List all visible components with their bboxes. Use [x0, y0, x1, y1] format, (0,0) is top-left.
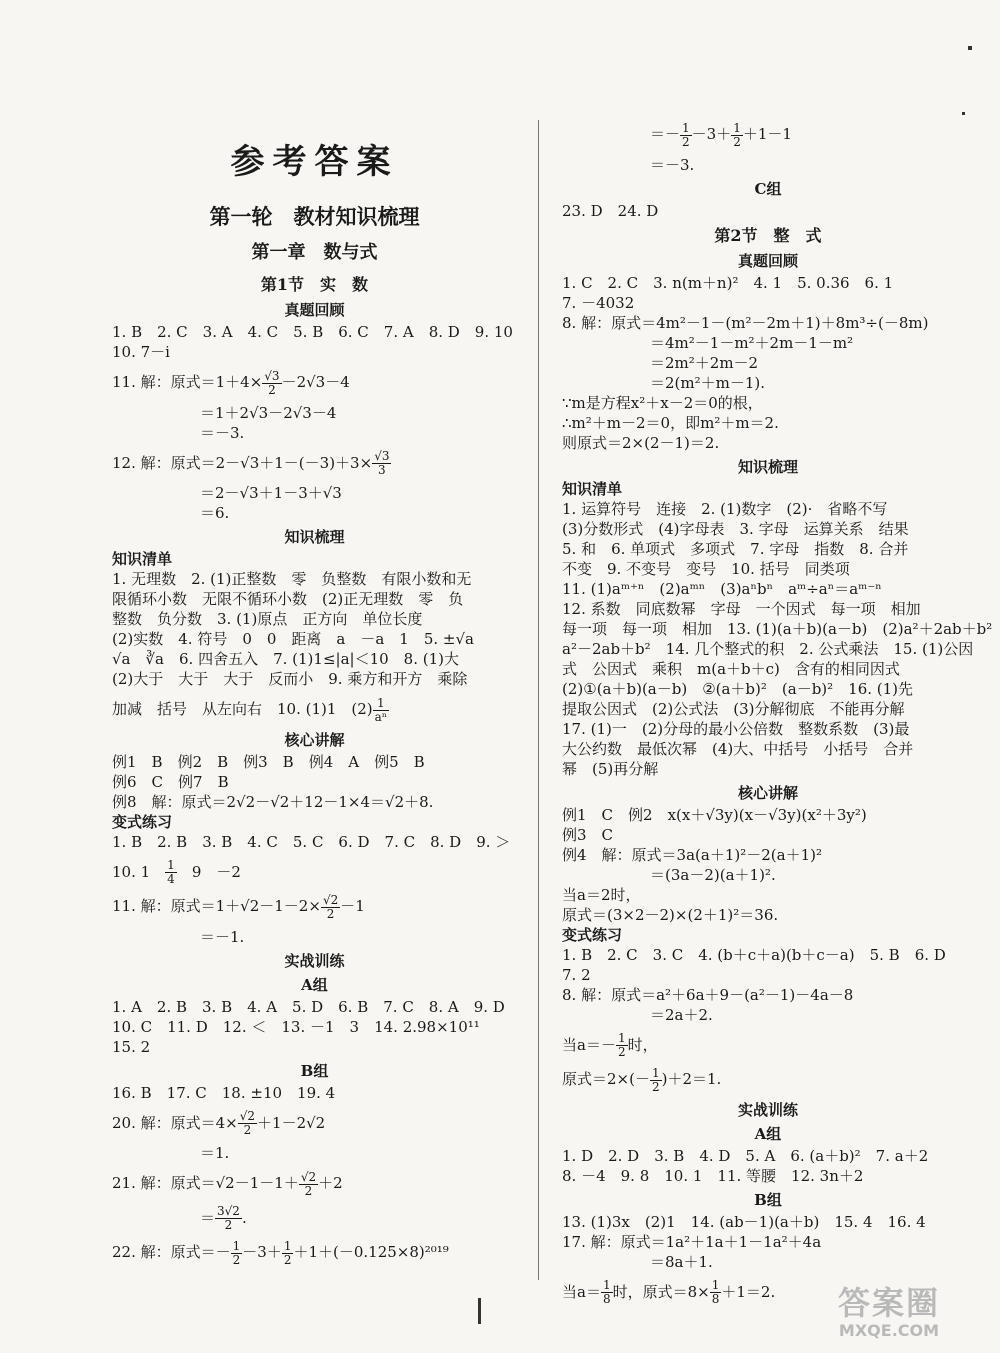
- subheading-knowledge: 知识梳理: [737, 457, 798, 476]
- answer-line: (2)实数 4. 符号 0 0 距离 a －a 1 5. ±√a: [112, 630, 474, 648]
- answer-line: ＝ $\frac{3√2}{2}$ .: [200, 1204, 247, 1232]
- answer-line: 幂 (5)再分解: [562, 759, 659, 778]
- subheading-knowledge: 知识梳理: [284, 528, 345, 546]
- answer-line: 式 公因式 乘积 m(a＋b＋c) 含有的相同因式: [562, 659, 900, 678]
- fraction: $\frac{√3}{2}$: [264, 368, 280, 397]
- answer-line: ＝2－√3＋1－3＋√3: [200, 484, 342, 502]
- group-b-title: B组: [300, 1061, 329, 1080]
- answer-line: 例3 C: [562, 825, 614, 844]
- answer-line: ∵m是方程x²＋x－2＝0的根，: [562, 393, 763, 412]
- watermark-text: 答案圈: [837, 1284, 940, 1322]
- page-mark-top: [968, 46, 972, 50]
- subheading-review: 真题回顾: [737, 251, 798, 270]
- label-variation: 变式练习: [562, 925, 623, 944]
- answer-line: 10. 1 $\frac{1}{4}$ 9 －2: [112, 858, 241, 886]
- column-divider: [538, 120, 539, 1280]
- answer-line: 13. (1)3x (2)1 14. (ab－1)(a＋b) 15. 4 16. 4: [562, 1212, 926, 1231]
- left-column: [112, 120, 517, 1273]
- fraction: $\frac{1}{8}$: [711, 1278, 720, 1306]
- subheading-core: 核心讲解: [284, 730, 345, 749]
- answer-line: 12. 解：原式＝2－√3＋1－(－3)＋3× $\frac{√3}{3}$: [112, 449, 390, 477]
- answer-line: 则原式＝2×(2－1)＝2.: [562, 433, 720, 452]
- answer-line: 11. 解：原式＝1＋√2－1－2× $\frac{√2}{2}$ －1: [112, 892, 365, 921]
- group-a-title: A组: [754, 1124, 782, 1143]
- label-knowledge-list: 知识清单: [112, 550, 173, 568]
- answer-line: ＝2(m²＋m－1).: [650, 373, 766, 392]
- fraction: $\frac{√2}{2}$: [239, 1109, 256, 1137]
- answer-line: 当a＝2时，: [562, 885, 641, 904]
- watermark-url: MXQE.COM: [838, 1321, 940, 1340]
- chapter-title: 第一章 数与式: [251, 242, 378, 263]
- page-mark-right: [962, 112, 965, 115]
- answer-line: 7. －4032: [562, 293, 635, 312]
- answer-line: ∴m²＋m－2＝0，即m²＋m＝2.: [562, 413, 779, 432]
- answer-line: √a ∛a 6. 四舍五入 7. (1)1≤|a|＜10 8. (1)大: [112, 650, 459, 668]
- answer-line: 原式＝2×(－ $\frac{1}{2}$ )＋2＝1.: [562, 1065, 722, 1094]
- label-variation: 变式练习: [112, 812, 173, 831]
- answer-line: ＝2m²＋2m－2: [650, 353, 759, 372]
- answer-line: a²－2ab＋b² 14. 几个整式的积 2. 公式乘法 15. (1)公因: [562, 639, 974, 658]
- answer-line: ＝－3.: [200, 423, 245, 442]
- page-title: 参考答案: [230, 142, 399, 182]
- answer-line: 10. 7－i: [112, 343, 170, 361]
- label-knowledge-list: 知识清单: [562, 479, 623, 498]
- right-column: [562, 120, 993, 1312]
- answer-line: 大公约数 最低次幂 (4)大、中括号 小括号 合并: [562, 739, 914, 758]
- answer-line: 8. －4 9. 8 10. 1 11. 等腰 12. 3n＋2: [562, 1166, 864, 1185]
- fraction: $\frac{√3}{3}$: [374, 449, 390, 477]
- subheading-practice: 实战训练: [284, 951, 345, 970]
- answer-line: 16. B 17. C 18. ±10 19. 4: [112, 1083, 336, 1102]
- answer-line: 7. 2: [562, 965, 591, 984]
- answer-line: (2)大于 大于 大于 反而小 9. 乘方和开方 乘除: [112, 670, 468, 688]
- answer-line: 20. 解：原式＝4× $\frac{√2}{2}$ ＋1－2√2: [112, 1109, 326, 1137]
- answer-line: ＝－3.: [650, 155, 695, 174]
- answer-line: 不变 9. 不变号 变号 10. 括号 同类项: [562, 559, 850, 578]
- answer-line: ＝4m²－1－m²＋2m－1－m²: [650, 333, 854, 352]
- answer-line: 限循环小数 无限不循环小数 (2)正无理数 零 负: [112, 590, 464, 608]
- answer-line: 12. 系数 同底数幂 字母 一个因式 每一项 相加: [562, 599, 921, 618]
- answer-line: 15. 2: [112, 1037, 151, 1056]
- answer-line: 原式＝(3×2－2)×(2＋1)²＝36.: [562, 905, 779, 924]
- answer-line: ＝6.: [200, 504, 230, 522]
- answer-line: 1. D 2. D 3. B 4. D 5. A 6. (a＋b)² 7. a＋2: [562, 1146, 929, 1165]
- answer-line: 22. 解：原式＝－ $\frac{1}{2}$ －3＋ $\frac{1}{2}$ ＋1＋(－0.125×8)²⁰¹⁹: [112, 1238, 449, 1267]
- fraction: $\frac{1}{2}$: [651, 1065, 660, 1094]
- answer-line: 8. 解：原式＝a²＋6a＋9－(a²－1)－4a－8: [562, 985, 854, 1004]
- page-mark-bottom: [478, 1298, 481, 1324]
- answer-line: 17. 解：原式＝1a²＋1a＋1－1a²＋4a: [562, 1232, 822, 1251]
- answer-line: ＝8a＋1.: [650, 1252, 713, 1271]
- answer-line: ＝(3a－2)(a＋1)².: [650, 865, 776, 884]
- answer-line: 5. 和 6. 单项式 多项式 7. 字母 指数 8. 合并: [562, 539, 909, 558]
- answer-line: 例4 解：原式＝3a(a＋1)²－2(a＋1)²: [562, 845, 822, 864]
- fraction: $\frac{1}{2}$: [232, 1238, 241, 1267]
- group-b-title: B组: [754, 1190, 782, 1209]
- answer-line: ＝1＋2√3－2√3－4: [200, 403, 337, 422]
- fraction: $\frac{3√2}{2}$: [217, 1204, 240, 1232]
- answer-line: ＝－1.: [200, 927, 245, 946]
- answer-line: 当a＝ $\frac{1}{8}$ 时，原式＝8× $\frac{1}{8}$ ＋1＝2.: [562, 1278, 776, 1306]
- answer-line: ＝－ $\frac{1}{2}$ －3＋ $\frac{1}{2}$ ＋1－1: [650, 120, 792, 149]
- subheading-practice: 实战训练: [737, 1100, 798, 1119]
- answer-line: ＝2a＋2.: [650, 1005, 713, 1024]
- group-c-title: C组: [754, 179, 782, 198]
- answer-line: 例1 B 例2 B 例3 B 例4 A 例5 B: [112, 752, 425, 771]
- fraction: $\frac{1}{2}$: [682, 120, 690, 149]
- answer-line: 提取公因式 (2)公式法 (3)分解彻底 不能再分解: [562, 699, 905, 718]
- answer-line: 加减 括号 从左向右 10. (1)1 (2) $\frac{1}{\text{aⁿ}}$: [112, 695, 388, 724]
- answer-line: 21. 解：原式＝√2－1－1＋ $\frac{√2}{2}$ ＋2: [112, 1169, 343, 1198]
- watermark-logo: [794, 1285, 984, 1345]
- answer-line: 例8 解：原式＝2√2－√2＋12－1×4＝√2＋8.: [112, 792, 434, 811]
- answer-line: 8. 解：原式＝4m²－1－(m²－2m＋1)＋8m³÷(－8m): [562, 313, 929, 332]
- answer-line: 1. B 2. C 3. C 4. (b＋c＋a)(b＋c－a) 5. B 6. D: [562, 945, 946, 964]
- fraction: $\frac{√2}{2}$: [300, 1169, 317, 1198]
- answer-line: 每一项 每一项 相加 13. (1)(a＋b)(a－b) (2)a²＋2ab＋b²: [562, 619, 993, 638]
- answer-line: 1. B 2. B 3. B 4. C 5. C 6. D 7. C 8. D 9. ＞: [112, 832, 511, 851]
- answer-line: (3)分数形式 (4)字母表 3. 字母 运算关系 结果: [562, 519, 909, 538]
- group-a-title: A组: [301, 975, 328, 994]
- answer-line: 当a＝－ $\frac{1}{2}$ 时，: [562, 1031, 658, 1059]
- fraction: $\frac{1}{2}$: [283, 1238, 292, 1267]
- answer-line: 1. A 2. B 3. B 4. A 5. D 6. B 7. C 8. A 9. D: [112, 997, 505, 1016]
- answer-line: 1. B 2. C 3. A 4. C 5. B 6. C 7. A 8. D 9. 10: [112, 323, 513, 341]
- fraction: $\frac{1}{2}$: [617, 1031, 626, 1059]
- section-title: 第1节 实 数: [260, 275, 369, 294]
- subheading-core: 核心讲解: [737, 783, 798, 802]
- answer-line: 1. 无理数 2. (1)正整数 零 负整数 有限小数和无: [112, 570, 472, 588]
- part-title: 第一轮 教材知识梳理: [209, 204, 420, 229]
- answer-line: 1. 运算符号 连接 2. (1)数字 (2)· 省略不写: [562, 499, 888, 518]
- answer-line: 11. 解：原式＝1＋4× $\frac{√3}{2}$ －2√3－4: [112, 368, 350, 397]
- answer-line: 1. C 2. C 3. n(m＋n)² 4. 1 5. 0.36 6. 1: [562, 273, 894, 292]
- fraction: $\frac{√2}{2}$: [322, 892, 339, 921]
- answer-line: 23. D 24. D: [562, 201, 659, 220]
- answer-line: (2)①(a＋b)(a－b) ②(a＋b)² (a－b)² 16. (1)先: [562, 679, 914, 698]
- fraction: $\frac{1}{8}$: [602, 1278, 611, 1306]
- fraction: $\frac{1}{\text{aⁿ}}$: [374, 695, 388, 724]
- answer-line: ＝1.: [200, 1144, 230, 1162]
- answer-line: 例6 C 例7 B: [112, 772, 229, 791]
- fraction: $\frac{1}{4}$: [167, 858, 175, 886]
- answer-line: 整数 负分数 3. (1)原点 正方向 单位长度: [112, 610, 423, 628]
- fraction: $\frac{1}{2}$: [733, 120, 741, 149]
- answer-line: 10. C 11. D 12. ＜ 13. －1 3 14. 2.98×10¹¹: [112, 1017, 480, 1036]
- answer-line: 17. (1)一 (2)分母的最小公倍数 整数系数 (3)最: [562, 719, 910, 738]
- subheading-review: 真题回顾: [284, 301, 345, 319]
- answer-line: 例1 C 例2 x(x＋√3y)(x－√3y)(x²＋3y²): [562, 805, 867, 824]
- section-title: 第2节 整 式: [714, 225, 822, 245]
- answer-line: 11. (1)aᵐ⁺ⁿ (2)aᵐⁿ (3)aⁿbⁿ aᵐ÷aⁿ＝aᵐ⁻ⁿ: [562, 579, 882, 598]
